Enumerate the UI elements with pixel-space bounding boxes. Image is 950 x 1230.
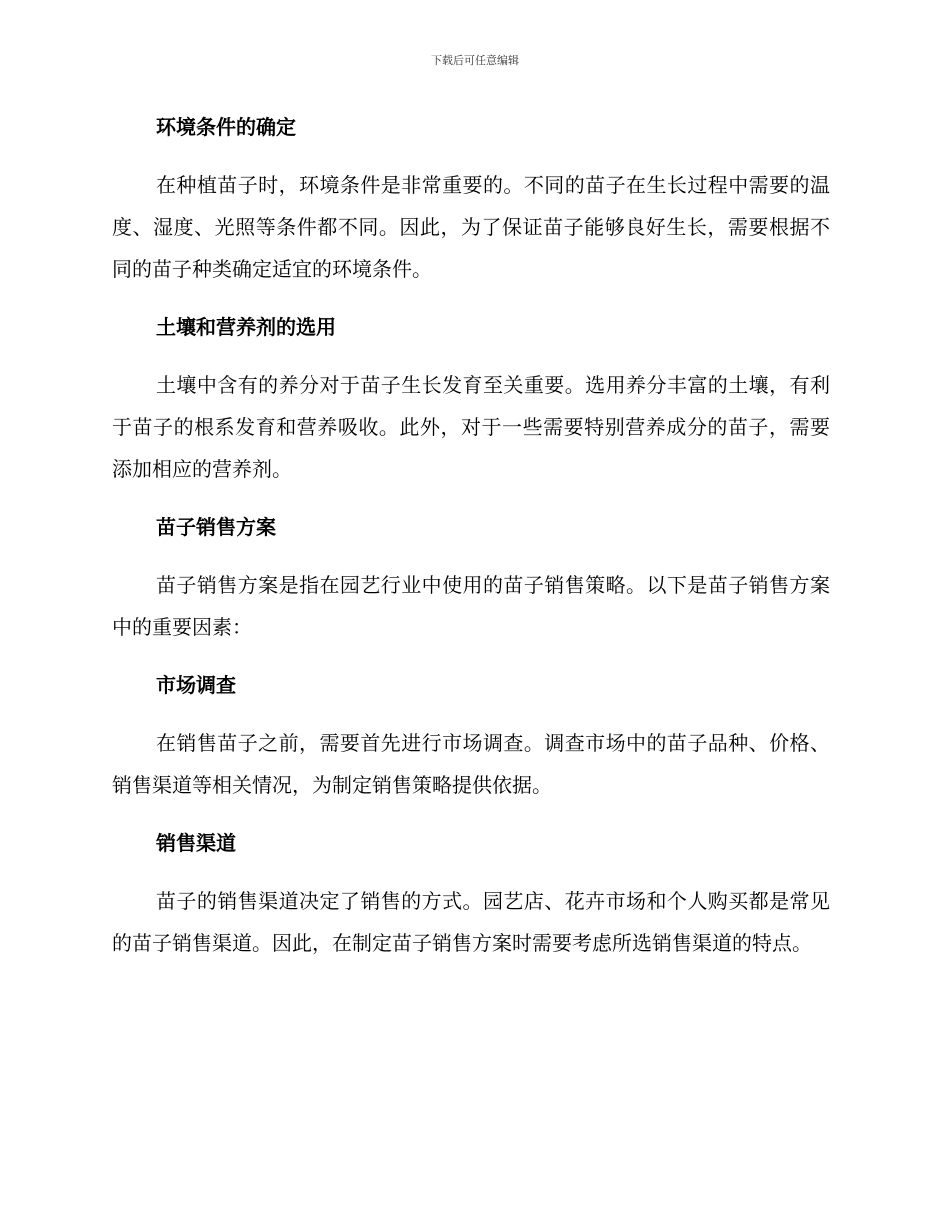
- section-paragraph: 土壤中含有的养分对于苗子生长发育至关重要。选用养分丰富的土壤，有利于苗子的根系发育和营养吸收。此外，对于一些需要特别营养成分的苗子，需要添加相应的营养剂。: [112, 373, 830, 481]
- section-paragraph: 在销售苗子之前，需要首先进行市场调查。调查市场中的苗子品种、价格、销售渠道等相关情况，为制定销售策略提供依据。: [112, 731, 830, 797]
- document-content: [112, 110, 830, 984]
- page-header-note: 下载后可任意编辑: [431, 54, 519, 67]
- section-heading: 市场调查: [156, 673, 236, 697]
- section-heading: 环境条件的确定: [156, 115, 296, 139]
- section-paragraph: 苗子销售方案是指在园艺行业中使用的苗子销售策略。以下是苗子销售方案中的重要因素：: [112, 573, 830, 639]
- section-paragraph: 在种植苗子时，环境条件是非常重要的。不同的苗子在生长过程中需要的温度、湿度、光照等条件都不同。因此，为了保证苗子能够良好生长，需要根据不同的苗子种类确定适宜的环境条件。: [112, 173, 830, 281]
- section-heading: 销售渠道: [156, 831, 236, 855]
- section-heading: 土壤和营养剂的选用: [156, 315, 336, 339]
- section-heading: 苗子销售方案: [156, 515, 276, 539]
- section-paragraph: 苗子的销售渠道决定了销售的方式。园艺店、花卉市场和个人购买都是常见的苗子销售渠道。因此，在制定苗子销售方案时需要考虑所选销售渠道的特点。: [112, 889, 830, 955]
